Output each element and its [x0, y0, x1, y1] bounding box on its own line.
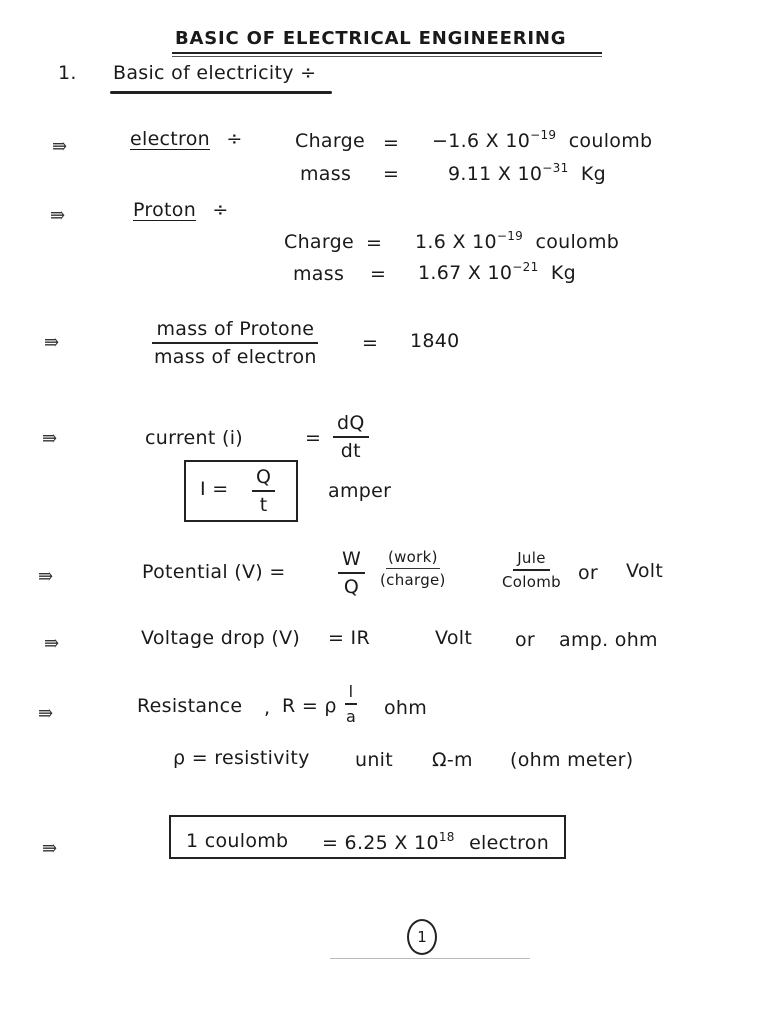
- title-underline-secondary: [172, 56, 602, 57]
- coulomb-exponent: 18: [438, 830, 455, 844]
- resistance-formula-lhs: R = ρ: [282, 695, 337, 717]
- boxed-numerator: Q: [252, 466, 275, 492]
- current-eq: =: [305, 427, 322, 449]
- current-denominator: dt: [340, 440, 361, 462]
- resistance-label: Resistance: [137, 695, 243, 717]
- page-number: 1: [407, 919, 437, 955]
- arrow-icon: ⇛: [44, 332, 60, 353]
- voltage-drop-formula: = IR: [328, 627, 370, 649]
- electron-label: electron: [130, 128, 211, 150]
- proton-mass-unit: Kg: [550, 262, 576, 284]
- current-numerator: dQ: [333, 412, 369, 438]
- coulomb-value: = 6.25 X $10^{18}$ electron: [322, 830, 550, 854]
- proton-mass-value: 1.67 X $10^{-21}$ Kg: [418, 260, 576, 284]
- mass-ratio-fraction: [150, 318, 321, 368]
- boxed-denominator: t: [259, 494, 268, 516]
- ratio-denominator: mass of electron: [154, 346, 317, 368]
- arrow-icon: ⇛: [42, 428, 58, 449]
- boxed-lhs: I =: [200, 478, 229, 500]
- current-fraction: [333, 412, 369, 462]
- title-underline: [172, 52, 602, 54]
- resistance-fraction: [342, 682, 360, 726]
- voltage-drop-label: Voltage drop (V): [141, 627, 301, 649]
- potential-label: Potential (V) =: [142, 561, 286, 583]
- arrow-icon: ⇛: [50, 205, 66, 226]
- arrow-icon: ⇛: [52, 136, 68, 157]
- section-heading: Basic of electricity ÷: [113, 62, 317, 84]
- resistance-denominator: a: [346, 707, 357, 726]
- page-title: BASIC OF ELECTRICAL ENGINEERING: [175, 28, 567, 49]
- voltage-drop-unit: Volt: [435, 627, 473, 649]
- voltage-drop-or: or: [515, 629, 536, 651]
- proton-label: Proton: [133, 199, 197, 221]
- electron-mass-exponent: −31: [542, 161, 569, 175]
- resistivity-unit-symbol: Ω-m: [432, 749, 473, 771]
- voltage-drop-alt-unit: amp. ohm: [559, 629, 658, 651]
- resistance-numerator: l: [345, 682, 358, 705]
- coulomb-unit: electron: [469, 832, 550, 854]
- electron-charge-exponent: −19: [530, 128, 557, 142]
- potential-or: or: [578, 562, 599, 584]
- resistivity-text: ρ = resistivity: [173, 747, 310, 769]
- electron-mass-value: 9.11 X $10^{-31}$ Kg: [448, 161, 606, 185]
- ratio-eq: =: [362, 332, 379, 354]
- electron-charge-unit: coulomb: [568, 130, 653, 152]
- arrow-icon: ⇛: [44, 633, 60, 654]
- proton-mass-label: mass: [293, 263, 345, 285]
- proton-charge-label: Charge: [284, 231, 354, 253]
- electron-charge-value: −1.6 X $10^{-19}$ coulomb: [432, 128, 653, 152]
- section-number: 1.: [58, 62, 77, 84]
- electron-mass-label: mass: [300, 163, 352, 185]
- proton-charge-eq: =: [366, 232, 383, 254]
- current-label: current (i): [145, 427, 243, 449]
- proton-charge-value: 1.6 X $10^{-19}$ coulomb: [415, 229, 620, 253]
- potential-den-note: (charge): [380, 571, 446, 589]
- proton-block: [133, 199, 229, 221]
- electron-divider: ÷: [226, 128, 243, 150]
- arrow-icon: ⇛: [38, 566, 54, 587]
- potential-numerator: W: [338, 548, 365, 574]
- arrow-icon: ⇛: [42, 838, 58, 859]
- footer-rule: [330, 958, 530, 959]
- potential-fraction: [338, 548, 365, 598]
- electron-mass-eq: =: [383, 163, 400, 185]
- ratio-value: 1840: [410, 330, 460, 352]
- proton-charge-exponent: −19: [496, 229, 524, 243]
- resistance-comma: ,: [264, 697, 271, 719]
- ratio-numerator: mass of Protone: [152, 318, 318, 344]
- resistivity-unit-note: (ohm meter): [510, 749, 634, 771]
- potential-unit-numerator: Jule: [513, 549, 550, 571]
- proton-charge-unit: coulomb: [535, 231, 620, 253]
- proton-divider: ÷: [212, 199, 229, 221]
- proton-mass-exponent: −21: [512, 260, 539, 274]
- electron-block: [130, 128, 243, 150]
- potential-denominator: Q: [343, 576, 360, 598]
- resistivity-unit-label: unit: [355, 749, 394, 771]
- electron-mass-unit: Kg: [580, 163, 606, 185]
- arrow-icon: ⇛: [38, 703, 54, 724]
- potential-notes: [378, 548, 448, 589]
- boxed-fraction: [252, 466, 275, 516]
- potential-unit-denominator: Colomb: [502, 573, 561, 591]
- electron-charge-label: Charge: [295, 130, 365, 152]
- electron-charge-eq: =: [383, 132, 400, 154]
- potential-num-note: (work): [386, 548, 440, 569]
- current-unit: amper: [328, 480, 392, 502]
- coulomb-lhs: 1 coulomb: [186, 830, 289, 852]
- resistance-unit: ohm: [384, 697, 428, 719]
- potential-unit-fraction: [498, 549, 565, 591]
- potential-alt-unit: Volt: [626, 560, 664, 582]
- proton-mass-eq: =: [370, 263, 387, 285]
- section-underline: [110, 91, 332, 94]
